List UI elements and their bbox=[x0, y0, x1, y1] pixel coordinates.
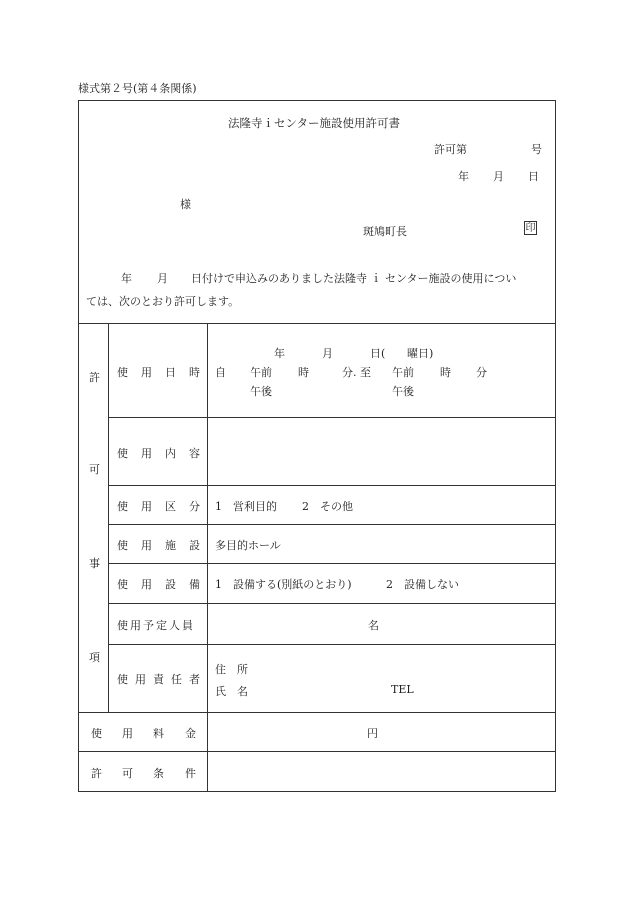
conditions-label: 可 bbox=[122, 767, 133, 780]
content-label: 内 bbox=[165, 447, 176, 460]
divider bbox=[207, 323, 208, 792]
permit-number-prefix: 許可第 bbox=[434, 143, 467, 156]
people-unit: 名 bbox=[368, 619, 379, 632]
responsible-label: 者 bbox=[189, 673, 200, 686]
responsible-label: 使 bbox=[117, 673, 128, 686]
end-am: 午前 bbox=[392, 366, 414, 379]
side-label-char: 可 bbox=[89, 463, 100, 476]
divider bbox=[78, 712, 556, 713]
fee-label: 用 bbox=[122, 727, 133, 740]
statement-text: 日付けで申込みのありました法隆寺 ｉ センター施設の使用につい bbox=[191, 272, 517, 285]
issue-date-month: 月 bbox=[493, 170, 504, 183]
issue-date-year: 年 bbox=[458, 170, 469, 183]
start-pm: 午後 bbox=[250, 385, 272, 398]
start-am: 午前 bbox=[250, 366, 272, 379]
side-label-char: 許 bbox=[89, 371, 100, 384]
divider bbox=[108, 644, 556, 645]
side-label-char: 項 bbox=[89, 651, 100, 664]
statement-year: 年 bbox=[121, 272, 132, 285]
facility-label: 施 bbox=[165, 539, 176, 552]
equipment-label: 設 bbox=[165, 578, 176, 591]
category-label: 用 bbox=[141, 500, 152, 513]
date-time-label: 時 bbox=[189, 366, 200, 379]
category-label: 分 bbox=[189, 500, 200, 513]
people-label: 使用予定人員 bbox=[117, 619, 195, 632]
start-hour: 時 bbox=[298, 366, 309, 379]
addressee-suffix: 様 bbox=[180, 198, 191, 211]
divider bbox=[108, 417, 556, 418]
equipment-option-no: 2 設備しない bbox=[386, 578, 459, 591]
facility-label: 使 bbox=[117, 539, 128, 552]
divider bbox=[108, 603, 556, 604]
fee-label: 使 bbox=[91, 727, 102, 740]
category-label: 使 bbox=[117, 500, 128, 513]
facility-value: 多目的ホール bbox=[215, 539, 281, 552]
usage-day: 日( bbox=[370, 347, 386, 360]
side-label-char: 事 bbox=[89, 557, 100, 570]
start-minute-to: 分. 至 bbox=[342, 366, 371, 379]
equipment-label: 使 bbox=[117, 578, 128, 591]
fee-label: 金 bbox=[185, 727, 196, 740]
divider bbox=[108, 563, 556, 564]
divider bbox=[78, 751, 556, 752]
form-title: 法隆寺ｉセンター施設使用許可書 bbox=[228, 116, 401, 130]
seal-mark: 印 bbox=[525, 223, 536, 234]
issuer-name: 斑鳩町長 bbox=[363, 225, 407, 238]
date-time-label: 使 bbox=[117, 366, 128, 379]
fee-label: 料 bbox=[153, 727, 164, 740]
fee-unit: 円 bbox=[367, 727, 378, 740]
content-label: 用 bbox=[141, 447, 152, 460]
divider bbox=[108, 524, 556, 525]
conditions-label: 許 bbox=[91, 767, 102, 780]
tel-label: TEL bbox=[391, 683, 414, 696]
category-option-commercial: 1 営利目的 bbox=[215, 500, 277, 513]
end-minute: 分 bbox=[476, 366, 487, 379]
equipment-label: 用 bbox=[141, 578, 152, 591]
from-label: 自 bbox=[215, 366, 226, 379]
category-label: 区 bbox=[165, 500, 176, 513]
issue-date-day: 日 bbox=[528, 170, 539, 183]
usage-year: 年 bbox=[274, 347, 285, 360]
equipment-option-yes: 1 設備する(別紙のとおり) bbox=[215, 578, 352, 591]
content-label: 使 bbox=[117, 447, 128, 460]
end-pm: 午後 bbox=[392, 385, 414, 398]
date-time-label: 日 bbox=[165, 366, 176, 379]
category-option-other: 2 その他 bbox=[302, 500, 353, 513]
divider bbox=[78, 323, 556, 324]
usage-weekday: 曜日) bbox=[407, 347, 434, 360]
responsible-label: 用 bbox=[135, 673, 146, 686]
equipment-label: 備 bbox=[189, 578, 200, 591]
responsible-label: 任 bbox=[171, 673, 182, 686]
content-label: 容 bbox=[189, 447, 200, 460]
end-hour: 時 bbox=[440, 366, 451, 379]
conditions-label: 条 bbox=[153, 767, 164, 780]
statement-month: 月 bbox=[157, 272, 168, 285]
divider bbox=[108, 485, 556, 486]
facility-label: 設 bbox=[189, 539, 200, 552]
address-label: 住 所 bbox=[215, 663, 248, 676]
form-number: 様式第２号(第４条関係) bbox=[78, 82, 197, 95]
permit-number-suffix: 号 bbox=[531, 143, 542, 156]
statement-text-line2: ては、次のとおり許可します。 bbox=[86, 295, 240, 308]
conditions-label: 件 bbox=[185, 767, 196, 780]
usage-month: 月 bbox=[322, 347, 333, 360]
responsible-label: 責 bbox=[153, 673, 164, 686]
date-time-label: 用 bbox=[141, 366, 152, 379]
divider bbox=[108, 323, 109, 712]
facility-label: 用 bbox=[141, 539, 152, 552]
name-label: 氏 名 bbox=[215, 685, 248, 698]
